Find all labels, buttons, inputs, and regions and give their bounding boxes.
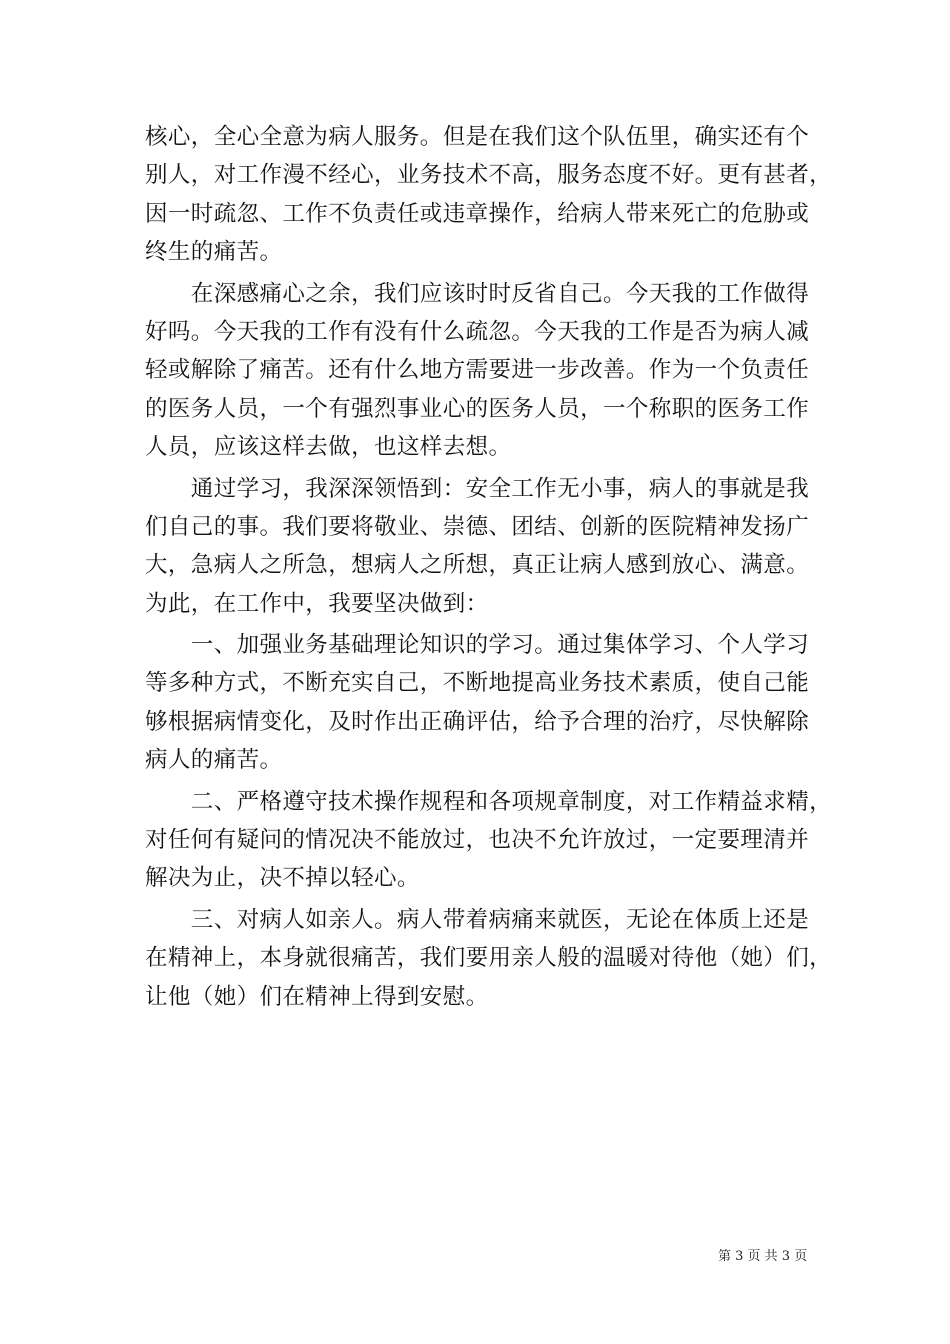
text-line: 在精神上，本身就很痛苦，我们要用亲人般的温暖对待他（她）们， — [145, 945, 833, 972]
text-line: 对任何有疑问的情况决不能放过，也决不允许放过，一定要理清并 — [145, 827, 810, 854]
document-body — [145, 118, 833, 1016]
paragraph — [145, 470, 810, 624]
paragraph — [145, 118, 833, 272]
text-line: 够根据病情变化，及时作出正确评估，给予合理的治疗，尽快解除 — [145, 708, 810, 735]
text-line: 在深感痛心之余，我们应该时时反省自己。今天我的工作做得 — [145, 280, 810, 307]
text-line: 病人的痛苦。 — [145, 747, 283, 774]
text-line: 为此，在工作中，我要坚决做到： — [145, 590, 489, 617]
page-number-footer: 第 3 页 共 3 页 — [718, 1249, 808, 1264]
paragraph — [145, 275, 810, 467]
text-line: 好吗。今天我的工作有没有什么疏忽。今天我的工作是否为病人减 — [145, 318, 810, 345]
text-line: 核心，全心全意为病人服务。但是在我们这个队伍里，确实还有个 — [145, 124, 810, 150]
text-line: 大，急病人之所急，想病人之所想，真正让病人感到放心、满意。 — [145, 552, 810, 579]
text-line: 三、对病人如亲人。病人带着病痛来就医，无论在体质上还是 — [145, 906, 810, 933]
text-line: 别人，对工作漫不经心，业务技术不高，服务态度不好。更有甚者， — [145, 162, 833, 189]
text-line: 终生的痛苦。 — [145, 239, 283, 266]
text-line: 人员，应该这样去做，也这样去想。 — [145, 434, 512, 461]
text-line: 通过学习，我深深领悟到：安全工作无小事，病人的事就是我 — [145, 475, 810, 502]
text-line: 二、严格遵守技术操作规程和各项规章制度，对工作精益求精， — [145, 788, 833, 815]
paragraph — [145, 783, 833, 898]
text-line: 因一时疏忽、工作不负责任或违章操作，给病人带来死亡的危胁或 — [145, 200, 810, 227]
paragraph — [145, 901, 833, 1016]
text-line: 等多种方式，不断充实自己，不断地提高业务技术素质，使自己能 — [145, 670, 810, 697]
text-line: 一、加强业务基础理论知识的学习。通过集体学习、个人学习 — [145, 632, 810, 659]
text-line: 轻或解除了痛苦。还有什么地方需要进一步改善。作为一个负责任 — [145, 357, 810, 384]
text-line: 解决为止，决不掉以轻心。 — [145, 865, 420, 892]
paragraph — [145, 626, 810, 780]
text-line: 的医务人员，一个有强烈事业心的医务人员，一个称职的医务工作 — [145, 395, 810, 422]
text-line: 让他（她）们在精神上得到安慰。 — [145, 983, 489, 1010]
text-line: 们自己的事。我们要将敬业、崇德、团结、创新的医院精神发扬广 — [145, 513, 810, 540]
